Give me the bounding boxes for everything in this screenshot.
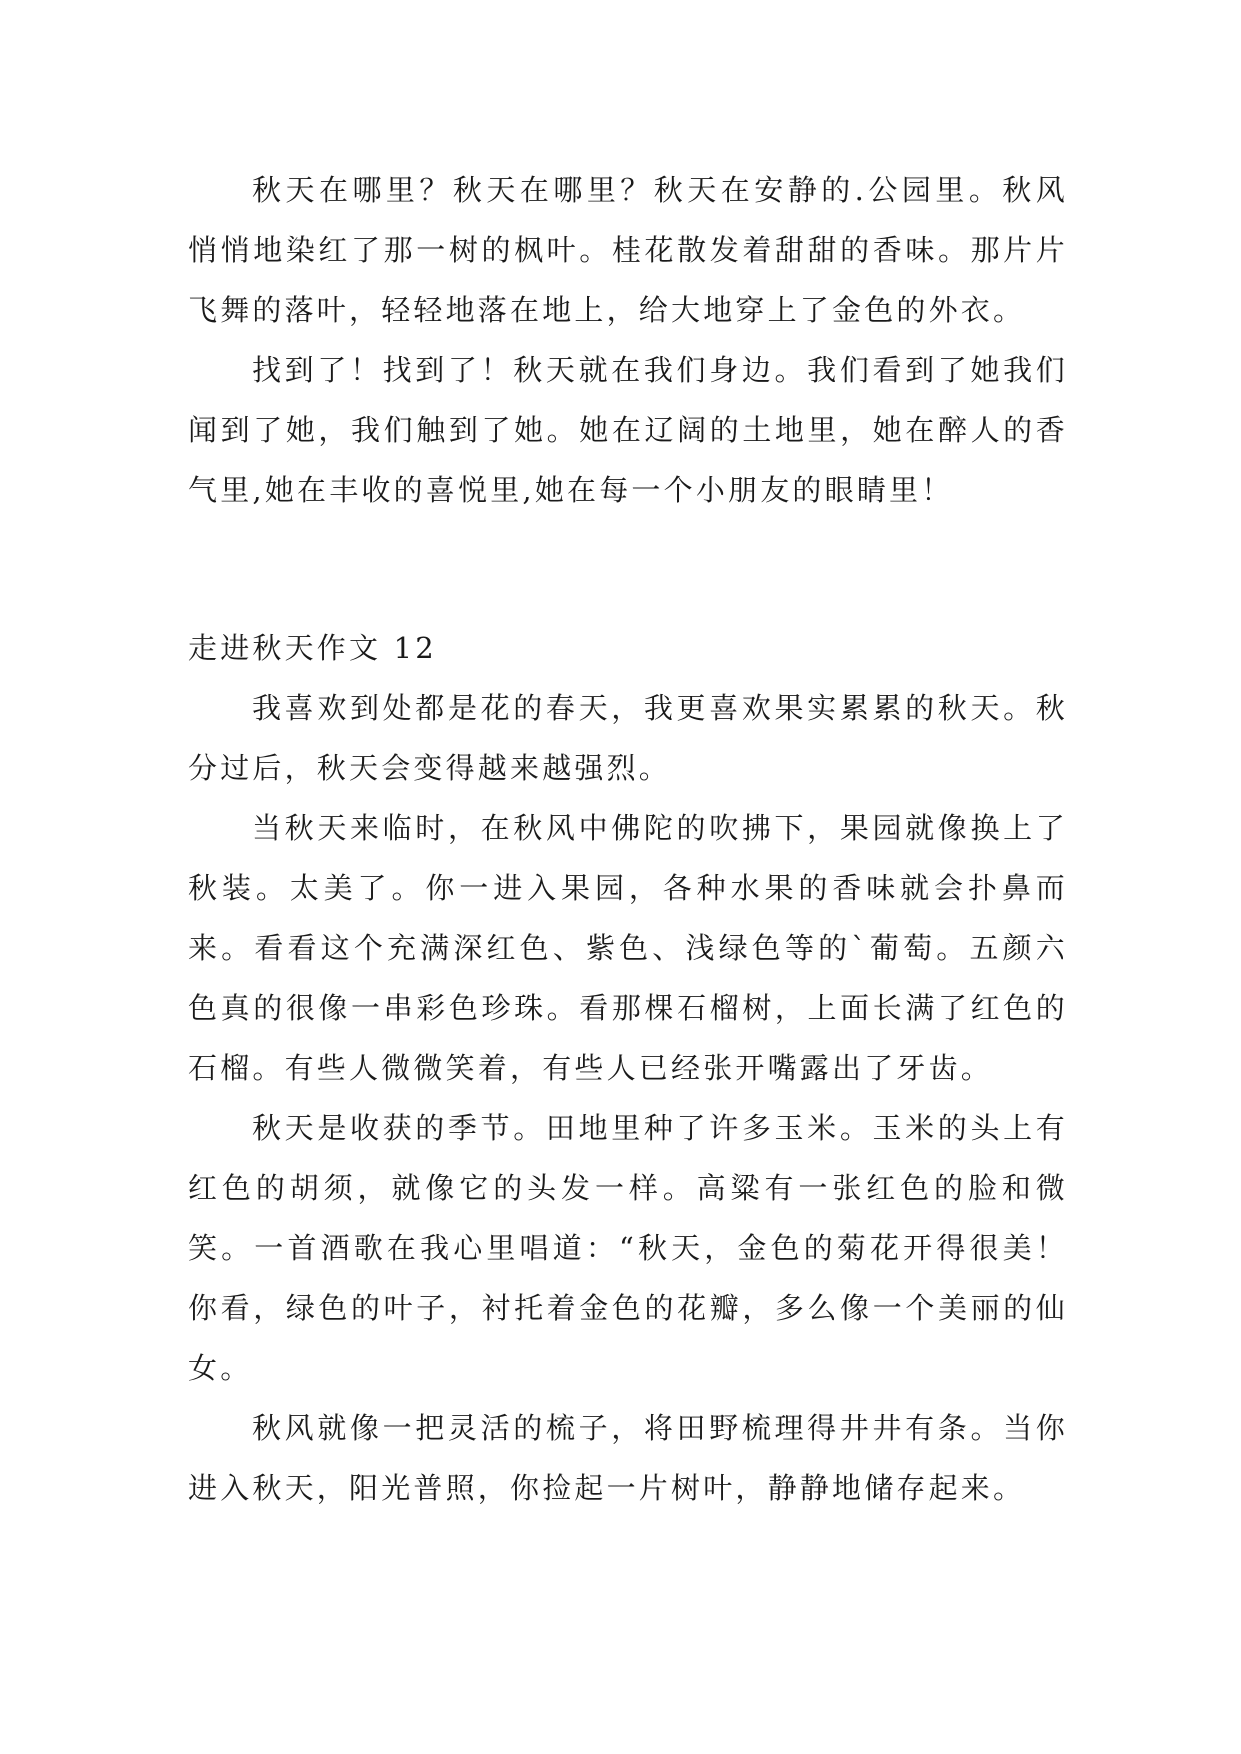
text-block-essay-12 — [188, 618, 1068, 1518]
paragraph: 秋风就像一把灵活的梳子，将田野梳理得井井有条。当你进入秋天，阳光普照，你捡起一片树叶，静静地储存起来。 — [188, 1411, 1068, 1505]
essay-title: 走进秋天作文 12 — [188, 631, 437, 665]
paragraph: 找到了！找到了！秋天就在我们身边。我们看到了她我们闻到了她，我们触到了她。她在辽阔的土地里，她在醉人的香气里,她在丰收的喜悦里,她在每一个小朋友的眼睛里！ — [188, 353, 1068, 507]
paragraph: 秋天是收获的季节。田地里种了许多玉米。玉米的头上有红色的胡须，就像它的头发一样。高粱有一张红色的脸和微笑。一首酒歌在我心里唱道：“秋天，金色的菊花开得很美！你看，绿色的叶子，衬托着金色的花瓣，多么像一个美丽的仙女。 — [188, 1111, 1068, 1385]
paragraph: 秋天在哪里？秋天在哪里？秋天在安静的.公园里。秋风悄悄地染红了那一树的枫叶。桂花散发着甜甜的香味。那片片飞舞的落叶，轻轻地落在地上，给大地穿上了金色的外衣。 — [188, 173, 1068, 327]
text-block-previous-essay — [188, 160, 1068, 520]
paragraph: 我喜欢到处都是花的春天，我更喜欢果实累累的秋天。秋分过后，秋天会变得越来越强烈。 — [188, 691, 1068, 785]
paragraph: 当秋天来临时，在秋风中佛陀的吹拂下，果园就像换上了秋装。太美了。你一进入果园，各种水果的香味就会扑鼻而来。看看这个充满深红色、紫色、浅绿色等的`葡萄。五颜六色真的很像一串彩色珍珠。看那棵石榴树，上面长满了红色的石榴。有些人微微笑着，有些人已经张开嘴露出了牙齿。 — [188, 811, 1068, 1085]
